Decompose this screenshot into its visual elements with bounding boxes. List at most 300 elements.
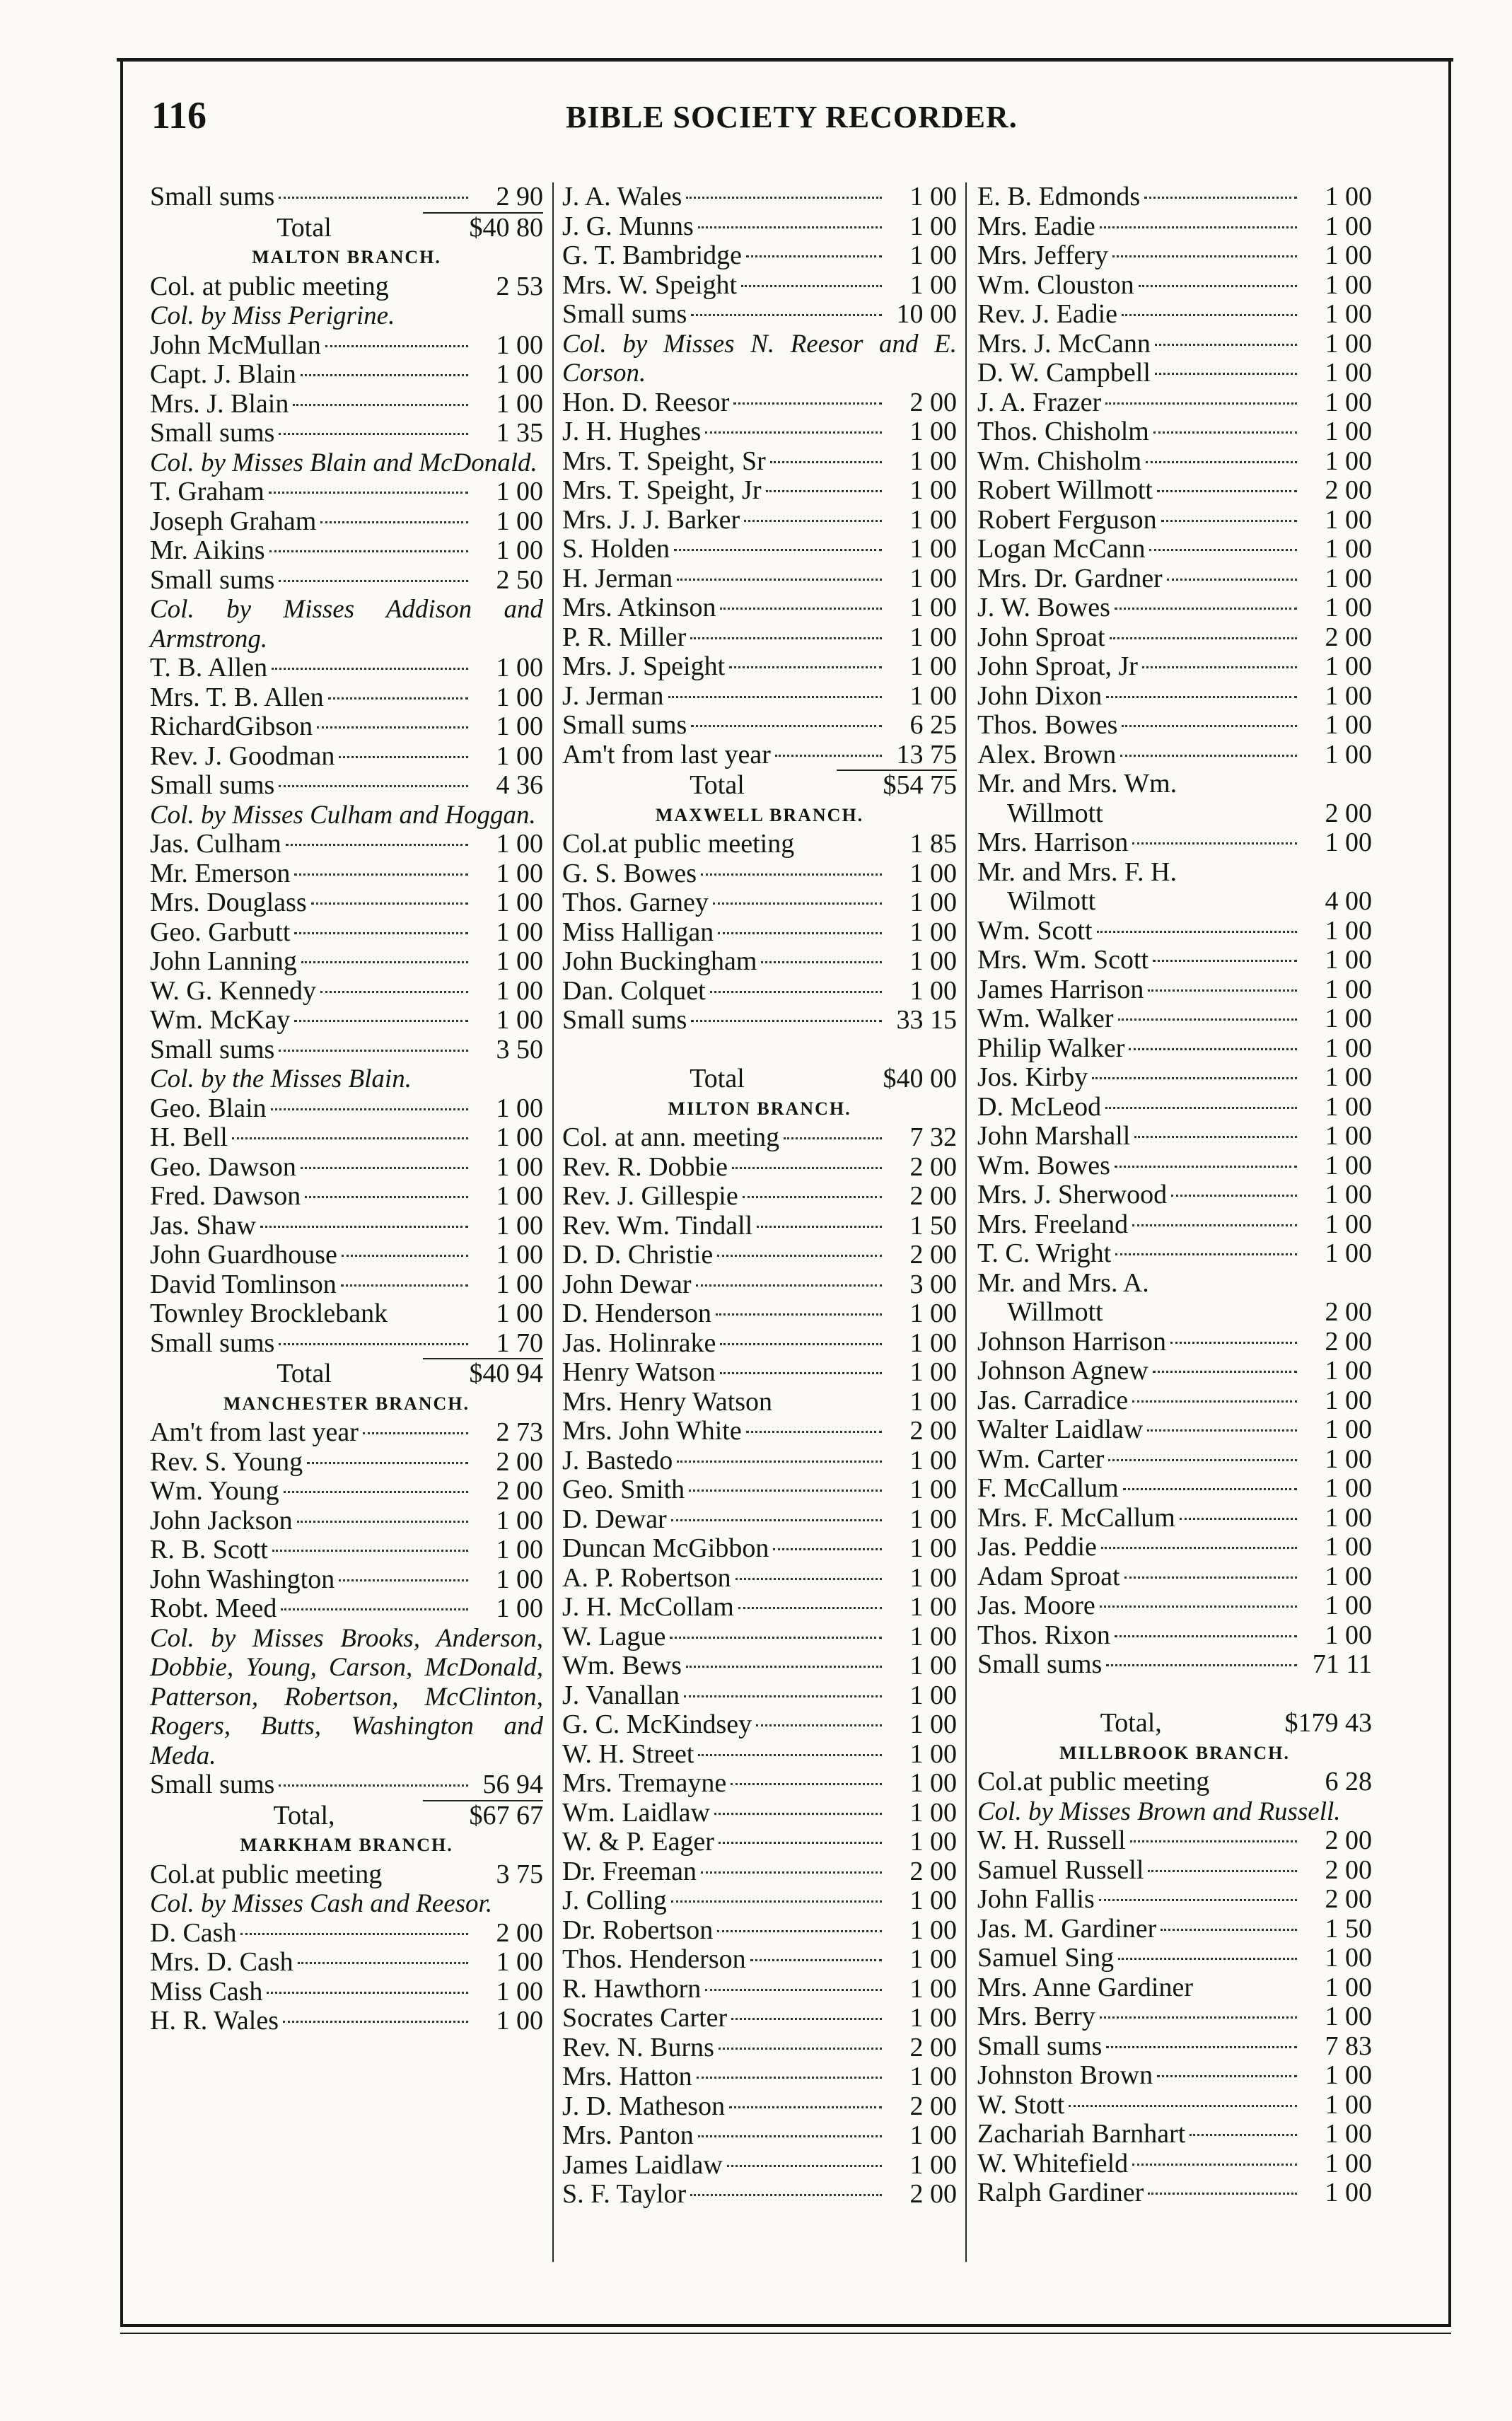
amount: 1 00 bbox=[496, 1947, 543, 1977]
donor-name: Miss Halligan bbox=[562, 917, 714, 947]
leader-dots bbox=[281, 1608, 468, 1610]
amount: 2 00 bbox=[496, 1476, 543, 1506]
total-amount: $40 94 bbox=[469, 1359, 543, 1388]
contribution-row bbox=[562, 417, 957, 447]
amount: 1 00 bbox=[496, 2006, 543, 2036]
leader-dots bbox=[668, 696, 882, 698]
contribution-row bbox=[150, 477, 543, 507]
leader-dots bbox=[232, 1137, 468, 1139]
leader-dots bbox=[677, 1461, 882, 1463]
leader-dots bbox=[691, 314, 882, 316]
donor-name: Rev. Wm. Tindall bbox=[562, 1210, 753, 1241]
contribution-row bbox=[977, 535, 1372, 564]
amount: 1 00 bbox=[1325, 446, 1372, 476]
donor-name: T. C. Wright bbox=[977, 1238, 1112, 1268]
leader-dots bbox=[720, 1343, 882, 1345]
donor-name-continuation bbox=[977, 887, 1372, 917]
contribution-row bbox=[562, 947, 957, 977]
leader-dots bbox=[1130, 1840, 1297, 1842]
amount: 2 00 bbox=[1325, 475, 1372, 505]
donor-name: Thos. Bowes bbox=[977, 710, 1118, 740]
leader-dots bbox=[1099, 1899, 1297, 1901]
amount: 1 00 bbox=[1325, 1591, 1372, 1620]
leader-dots bbox=[1100, 226, 1297, 228]
donor-name: T. B. Allen bbox=[150, 653, 268, 683]
amount: 2 00 bbox=[1325, 798, 1372, 828]
contribution-row bbox=[977, 1151, 1372, 1181]
amount: 1 85 bbox=[909, 829, 957, 859]
donor-name: Wm. Chisholm bbox=[977, 446, 1142, 476]
contribution-row bbox=[562, 1799, 957, 1828]
donor-name: W. Stott bbox=[977, 2089, 1065, 2120]
donor-name: Mrs. T. B. Allen bbox=[150, 682, 324, 712]
amount: 3 75 bbox=[496, 1859, 543, 1889]
leader-dots bbox=[1132, 1224, 1297, 1226]
amount: 1 00 bbox=[909, 2062, 957, 2091]
contribution-row bbox=[562, 977, 957, 1006]
amount: 1 00 bbox=[909, 240, 957, 270]
leader-dots bbox=[301, 961, 468, 963]
donor-name-continuation bbox=[977, 1298, 1372, 1328]
amount: 1 00 bbox=[909, 917, 957, 947]
contribution-row-wrapped bbox=[977, 858, 1372, 917]
donor-name: J. H. Hughes bbox=[562, 417, 702, 446]
amount: 1 00 bbox=[909, 1533, 957, 1563]
contribution-row bbox=[977, 1944, 1372, 1973]
donor-name: H. Bell bbox=[150, 1122, 228, 1152]
contribution-row bbox=[150, 1506, 543, 1536]
contribution-row bbox=[150, 771, 543, 801]
contribution-row bbox=[150, 1919, 543, 1949]
amount: 1 00 bbox=[496, 1976, 543, 2007]
column-right bbox=[977, 182, 1372, 2208]
total-row bbox=[977, 1709, 1372, 1738]
donor-name: Mrs. J. J. Barker bbox=[562, 504, 740, 535]
leader-dots bbox=[1132, 2164, 1297, 2166]
amount: 1 00 bbox=[909, 1299, 957, 1328]
donor-name: John Lanning bbox=[150, 946, 297, 976]
contribution-row bbox=[150, 1594, 543, 1624]
amount: 1 00 bbox=[1325, 1532, 1372, 1562]
donor-name: Adam Sproat bbox=[977, 1561, 1120, 1591]
amount: 1 00 bbox=[909, 1592, 957, 1622]
contribution-row bbox=[562, 1622, 957, 1652]
amount: 1 00 bbox=[1325, 182, 1372, 211]
column-left bbox=[150, 182, 543, 2036]
leader-dots bbox=[294, 932, 468, 934]
contribution-row bbox=[562, 1006, 957, 1035]
contribution-row bbox=[977, 1034, 1372, 1064]
amount: 56 94 bbox=[482, 1770, 543, 1799]
contribution-row bbox=[977, 182, 1372, 212]
leader-dots bbox=[294, 1020, 468, 1022]
leader-dots bbox=[1157, 490, 1297, 492]
leader-dots bbox=[757, 1226, 882, 1228]
contribution-row bbox=[150, 507, 543, 537]
amount: 1 00 bbox=[909, 534, 957, 564]
page-number: 116 bbox=[151, 94, 207, 137]
donor-name: John Dewar bbox=[562, 1269, 692, 1299]
amount: 1 00 bbox=[496, 741, 543, 771]
amount: 2 53 bbox=[496, 271, 543, 301]
donor-name: John Fallis bbox=[977, 1884, 1095, 1914]
amount: 1 00 bbox=[1325, 1062, 1372, 1092]
donor-name: Col. at public meeting bbox=[150, 271, 389, 301]
amount: 6 25 bbox=[909, 710, 957, 740]
contribution-row bbox=[150, 977, 543, 1006]
amount: 1 00 bbox=[1325, 1385, 1372, 1415]
contribution-row bbox=[562, 1270, 957, 1300]
donor-name: Rev. R. Dobbie bbox=[562, 1151, 728, 1182]
amount: 1 00 bbox=[1325, 211, 1372, 241]
contribution-row bbox=[150, 683, 543, 713]
contribution-row bbox=[150, 1006, 543, 1035]
leader-dots bbox=[341, 1284, 468, 1287]
contribution-row bbox=[977, 593, 1372, 623]
leader-dots bbox=[1149, 549, 1297, 551]
donor-name: J. G. Munns bbox=[562, 211, 694, 241]
amount: 1 00 bbox=[909, 858, 957, 888]
contribution-row bbox=[977, 1504, 1372, 1533]
contribution-row bbox=[977, 1591, 1372, 1621]
contribution-row bbox=[150, 1948, 543, 1978]
donor-name: Ralph Gardiner bbox=[977, 2178, 1144, 2207]
donor-name: S. Holden bbox=[562, 534, 670, 564]
donor-name: Wm. Laidlaw bbox=[562, 1797, 710, 1828]
total-label: Total bbox=[277, 212, 332, 243]
donor-name: W. Whitefield bbox=[977, 2148, 1129, 2178]
leader-dots bbox=[714, 1813, 882, 1815]
contribution-row bbox=[977, 1180, 1372, 1210]
contribution-row bbox=[977, 476, 1372, 506]
contribution-row bbox=[562, 830, 957, 859]
amount: 2 73 bbox=[496, 1417, 543, 1447]
donor-name: Logan McCann bbox=[977, 534, 1146, 564]
contribution-row bbox=[562, 1475, 957, 1505]
contribution-row bbox=[562, 2180, 957, 2210]
amount: 1 00 bbox=[1325, 387, 1372, 417]
donor-name: Am't from last year bbox=[150, 1417, 359, 1447]
amount: 1 00 bbox=[909, 1386, 957, 1417]
contribution-row bbox=[977, 1093, 1372, 1122]
spacer bbox=[977, 1680, 1372, 1709]
amount: 1 00 bbox=[1325, 358, 1372, 388]
page-top-rule bbox=[117, 58, 1453, 62]
amount: 2 00 bbox=[909, 2032, 957, 2062]
total-label: Total bbox=[690, 770, 745, 800]
amount: 1 00 bbox=[909, 1504, 957, 1534]
contribution-row bbox=[150, 830, 543, 859]
donor-name: D. Henderson bbox=[562, 1299, 712, 1328]
amount: 1 00 bbox=[909, 1357, 957, 1387]
donor-name: D. Cash bbox=[150, 1917, 237, 1948]
donor-name: Jas. Shaw bbox=[150, 1210, 256, 1241]
amount: 2 00 bbox=[1325, 1326, 1372, 1357]
amount: 10 00 bbox=[896, 299, 957, 329]
leader-dots bbox=[279, 197, 468, 199]
contribution-row bbox=[150, 1123, 543, 1153]
amount: 1 00 bbox=[909, 2003, 957, 2033]
contribution-row bbox=[562, 1740, 957, 1770]
contribution-row bbox=[150, 1094, 543, 1124]
total-amount: $40 80 bbox=[469, 212, 543, 243]
contribution-row bbox=[562, 212, 957, 242]
contribution-row bbox=[150, 272, 543, 302]
donor-name: Rev. J. Goodman bbox=[150, 741, 335, 771]
donor-name: Mrs. Henry Watson bbox=[562, 1386, 773, 1417]
amount: 1 00 bbox=[909, 1445, 957, 1475]
donor-name: Am't from last year bbox=[562, 739, 771, 770]
leader-dots bbox=[766, 490, 883, 492]
leader-dots bbox=[719, 1842, 882, 1844]
amount: 2 00 bbox=[1325, 1825, 1372, 1855]
amount: 1 00 bbox=[909, 2120, 957, 2150]
leader-dots bbox=[671, 1900, 882, 1903]
donor-name: Mrs. T. Speight, Sr bbox=[562, 446, 766, 476]
leader-dots bbox=[686, 197, 882, 199]
donor-name: W. & P. Eager bbox=[562, 1827, 714, 1857]
donor-name: Jas. Peddie bbox=[977, 1532, 1097, 1562]
total-amount: $40 00 bbox=[883, 1064, 957, 1093]
collector-note: Col. by the Misses Blain. bbox=[150, 1064, 412, 1093]
contribution-row bbox=[562, 535, 957, 564]
collector-note: Col. by Misses Blain and McDonald. bbox=[150, 448, 537, 477]
donor-name: P. R. Miller bbox=[562, 622, 687, 652]
page-left-rule bbox=[120, 59, 123, 2326]
total-row bbox=[562, 1064, 957, 1094]
contribution-row bbox=[562, 271, 957, 301]
leader-dots bbox=[731, 1783, 882, 1785]
amount: 2 00 bbox=[496, 1917, 543, 1948]
total-amount: $67 67 bbox=[469, 1800, 543, 1830]
contribution-row bbox=[150, 1418, 543, 1448]
contribution-row bbox=[150, 1035, 543, 1065]
branch-heading: MILLBROOK BRANCH. bbox=[1059, 1742, 1290, 1763]
donor-name: Jas. Moore bbox=[977, 1591, 1095, 1620]
leader-dots bbox=[279, 1784, 468, 1787]
amount: 1 00 bbox=[496, 712, 543, 741]
contribution-row bbox=[562, 623, 957, 653]
amount: 1 00 bbox=[496, 1535, 543, 1564]
contribution-row bbox=[150, 419, 543, 448]
amount: 4 36 bbox=[496, 770, 543, 800]
leader-dots bbox=[279, 433, 468, 435]
contribution-row bbox=[977, 1562, 1372, 1592]
donor-name: W. H. Russell bbox=[977, 1825, 1126, 1855]
amount: 1 00 bbox=[496, 1505, 543, 1535]
contribution-row bbox=[562, 2092, 957, 2122]
amount: 1 00 bbox=[1325, 534, 1372, 564]
leader-dots bbox=[1170, 1342, 1297, 1344]
contribution-row bbox=[150, 182, 543, 212]
leader-dots bbox=[1153, 960, 1297, 962]
leader-dots bbox=[689, 1490, 882, 1492]
donor-name: Wm. McKay bbox=[150, 1005, 291, 1035]
leader-dots bbox=[1105, 1107, 1297, 1109]
leader-dots bbox=[686, 1666, 882, 1668]
leader-dots bbox=[240, 1933, 468, 1935]
contribution-row bbox=[977, 300, 1372, 330]
contribution-row bbox=[977, 1357, 1372, 1386]
donor-name: G. S. Bowes bbox=[562, 858, 697, 888]
contribution-row bbox=[562, 2062, 957, 2092]
contribution-row bbox=[562, 388, 957, 418]
amount: 1 00 bbox=[496, 1299, 543, 1328]
donor-name: RichardGibson bbox=[150, 712, 313, 741]
donor-name: Hon. D. Reesor bbox=[562, 387, 730, 417]
donor-name: Wm. Young bbox=[150, 1476, 279, 1506]
leader-dots bbox=[1148, 2193, 1297, 2195]
amount: 1 00 bbox=[496, 1181, 543, 1211]
leader-dots bbox=[294, 873, 468, 876]
leader-dots bbox=[716, 1313, 882, 1316]
contribution-row bbox=[562, 2004, 957, 2033]
leader-dots bbox=[279, 1050, 468, 1052]
amount: 1 00 bbox=[496, 829, 543, 859]
donor-name: Fred. Dawson bbox=[150, 1181, 301, 1211]
leader-dots bbox=[1108, 1459, 1297, 1461]
donor-name: Capt. J. Blain bbox=[150, 359, 296, 389]
contribution-row bbox=[562, 711, 957, 741]
donor-name: Wm. Carter bbox=[977, 1444, 1105, 1474]
amount: 6 28 bbox=[1325, 1767, 1372, 1796]
leader-dots bbox=[301, 1167, 468, 1169]
donor-name: H. Jerman bbox=[562, 563, 673, 593]
amount: 2 00 bbox=[909, 1240, 957, 1270]
leader-dots bbox=[684, 1695, 882, 1697]
amount: 1 00 bbox=[496, 1564, 543, 1594]
donor-name: Thos. Rixon bbox=[977, 1620, 1110, 1650]
amount: 1 00 bbox=[496, 1210, 543, 1241]
contribution-row bbox=[977, 1973, 1372, 2003]
amount: 1 00 bbox=[496, 917, 543, 947]
leader-dots bbox=[339, 756, 468, 758]
amount: 1 00 bbox=[1325, 1943, 1372, 1973]
leader-dots bbox=[279, 580, 468, 582]
donor-name: Johnston Brown bbox=[977, 2060, 1153, 2090]
donor-name: Joseph Graham bbox=[150, 506, 317, 536]
donor-name: Small sums bbox=[977, 1649, 1103, 1679]
total-label: Total, bbox=[1100, 1708, 1162, 1738]
donor-name: Mrs. Hatton bbox=[562, 2062, 692, 2091]
donor-name: Small sums bbox=[150, 564, 275, 595]
donor-name: Mr. and Mrs. Wm. bbox=[977, 769, 1177, 799]
amount: 1 00 bbox=[909, 182, 957, 211]
donor-name: G. C. McKindsey bbox=[562, 1709, 752, 1739]
amount: 1 00 bbox=[496, 359, 543, 389]
amount: 1 00 bbox=[1325, 1150, 1372, 1180]
donor-name: S. F. Taylor bbox=[562, 2179, 687, 2209]
contribution-row bbox=[150, 1329, 543, 1359]
donor-name: F. McCallum bbox=[977, 1473, 1119, 1503]
collector-note: Col. by Misses N. Reesor and E. Corson. bbox=[562, 329, 957, 388]
leader-dots bbox=[297, 1521, 468, 1523]
spacer bbox=[562, 1035, 957, 1065]
donor-name: R. Hawthorn bbox=[562, 1973, 702, 2004]
amount: 7 32 bbox=[909, 1122, 957, 1152]
contribution-row bbox=[562, 1241, 957, 1270]
contribution-row bbox=[562, 682, 957, 712]
leader-dots bbox=[698, 226, 882, 228]
leader-dots bbox=[272, 1550, 468, 1552]
donor-name: Small sums bbox=[977, 2031, 1103, 2061]
amount: 1 00 bbox=[496, 535, 543, 565]
donor-name: Mrs. Panton bbox=[562, 2120, 694, 2150]
contribution-row bbox=[150, 1241, 543, 1270]
donor-name: Socrates Carter bbox=[562, 2003, 728, 2033]
leader-dots bbox=[305, 1196, 468, 1198]
amount: 33 15 bbox=[896, 1005, 957, 1035]
contribution-row bbox=[977, 1826, 1372, 1856]
donor-name: Small sums bbox=[150, 1034, 275, 1064]
contribution-row bbox=[562, 1564, 957, 1593]
amount: 1 00 bbox=[909, 1827, 957, 1857]
total-row bbox=[150, 1359, 543, 1389]
leader-dots bbox=[761, 961, 882, 963]
amount: 2 00 bbox=[496, 1446, 543, 1477]
contribution-row bbox=[977, 2178, 1372, 2208]
donor-name: J. H. McCollam bbox=[562, 1592, 734, 1622]
donor-name: Small sums bbox=[562, 1005, 687, 1035]
donor-name: Wm. Walker bbox=[977, 1004, 1114, 1033]
donor-name: Samuel Russell bbox=[977, 1854, 1144, 1885]
branch-heading: MAXWELL BRANCH. bbox=[655, 804, 864, 825]
contribution-row bbox=[977, 241, 1372, 271]
donor-name: J. Colling bbox=[562, 1886, 667, 1915]
amount: 1 00 bbox=[909, 269, 957, 300]
amount: 1 00 bbox=[1325, 915, 1372, 946]
amount: 1 00 bbox=[909, 680, 957, 711]
contribution-row bbox=[977, 447, 1372, 477]
donor-name: Duncan McGibbon bbox=[562, 1533, 769, 1563]
donor-name: Thos. Chisholm bbox=[977, 417, 1149, 446]
leader-dots bbox=[718, 932, 882, 934]
donor-name: Johnson Agnew bbox=[977, 1356, 1148, 1386]
leader-dots bbox=[298, 1962, 468, 1964]
contribution-row bbox=[150, 712, 543, 742]
leader-dots bbox=[1134, 1136, 1297, 1138]
amount: 1 00 bbox=[1325, 710, 1372, 740]
leader-dots bbox=[1122, 314, 1297, 316]
contribution-row bbox=[150, 859, 543, 889]
leader-dots bbox=[1132, 842, 1297, 844]
donor-name: Mrs. Atkinson bbox=[562, 593, 716, 622]
contribution-row bbox=[562, 564, 957, 594]
contribution-row bbox=[977, 1533, 1372, 1562]
amount: 2 90 bbox=[496, 182, 543, 211]
donor-name: Mr. Emerson bbox=[150, 858, 291, 888]
donor-name: Wm. Bews bbox=[562, 1651, 682, 1680]
leader-dots bbox=[1092, 1077, 1297, 1079]
leader-dots bbox=[719, 2048, 882, 2050]
donor-name: W. Lague bbox=[562, 1621, 666, 1651]
donor-name: J. A. Frazer bbox=[977, 387, 1102, 417]
amount: 1 00 bbox=[1325, 739, 1372, 770]
leader-dots bbox=[1153, 1371, 1297, 1373]
contribution-row bbox=[562, 1153, 957, 1183]
contribution-row bbox=[562, 1388, 957, 1417]
amount: 1 70 bbox=[496, 1328, 543, 1358]
donor-name: G. T. Bambridge bbox=[562, 240, 742, 270]
amount: 1 00 bbox=[909, 1328, 957, 1358]
donor-name: John Buckingham bbox=[562, 946, 757, 976]
leader-dots bbox=[720, 608, 882, 610]
leader-dots bbox=[1157, 2075, 1297, 2077]
leader-dots bbox=[339, 1579, 468, 1581]
contribution-row bbox=[562, 1916, 957, 1946]
donor-name: Walter Laidlaw bbox=[977, 1415, 1144, 1444]
contribution-row bbox=[562, 1886, 957, 1916]
